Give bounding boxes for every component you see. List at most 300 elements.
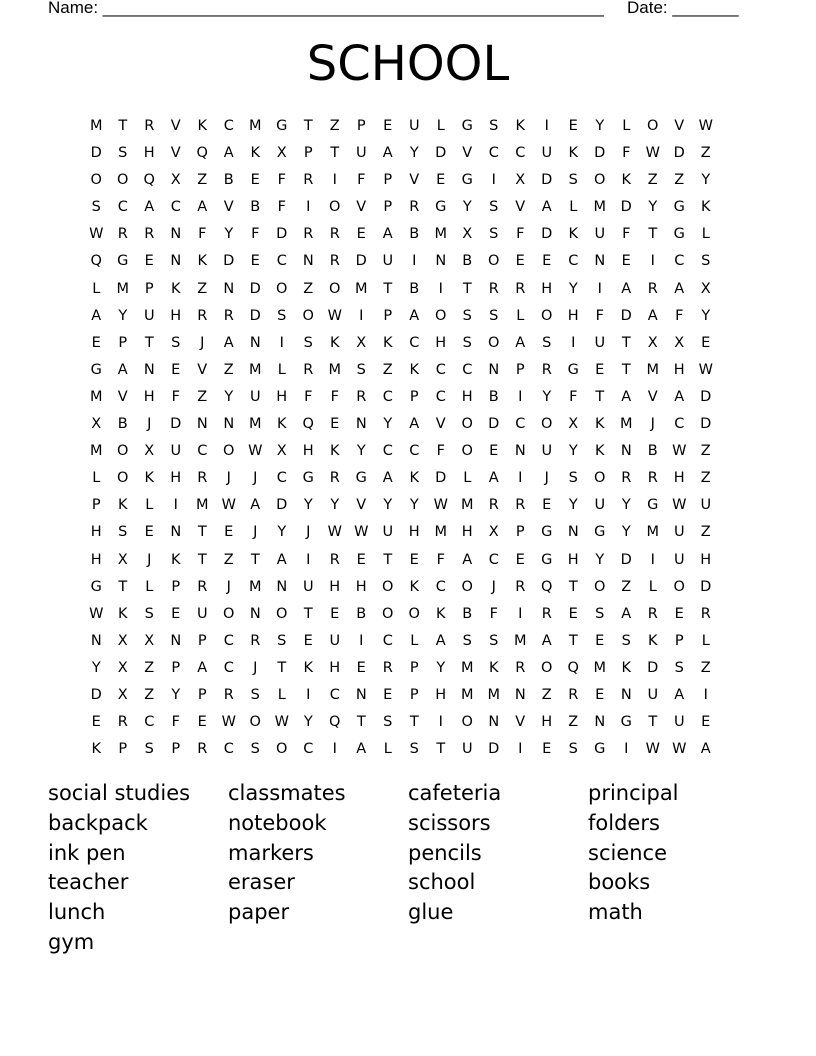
grid-letter: S bbox=[489, 118, 499, 134]
grid-letter: J bbox=[650, 416, 655, 433]
grid-letter: U bbox=[461, 741, 473, 758]
grid-letter: G bbox=[461, 118, 473, 134]
grid-letter: U bbox=[541, 443, 553, 460]
grid-letter: E bbox=[542, 741, 552, 758]
grid-letter: S bbox=[595, 605, 605, 622]
grid-letter: G bbox=[90, 361, 102, 378]
grid-letter: E bbox=[674, 605, 684, 622]
word-bank-item: science bbox=[588, 840, 668, 865]
grid-letter: Y bbox=[568, 497, 578, 514]
grid-letter: L bbox=[410, 632, 419, 649]
grid-letter: N bbox=[488, 361, 500, 378]
grid-letter: S bbox=[303, 334, 313, 351]
grid-letter: T bbox=[621, 334, 631, 351]
grid-letter: H bbox=[170, 307, 182, 324]
grid-letter: K bbox=[409, 361, 419, 378]
grid-letter: M bbox=[460, 686, 474, 703]
grid-letter: D bbox=[276, 226, 288, 243]
grid-letter: L bbox=[648, 578, 657, 595]
grid-letter: P bbox=[409, 388, 419, 405]
grid-letter: E bbox=[542, 253, 552, 270]
grid-letter: Z bbox=[197, 280, 208, 297]
grid-letter: N bbox=[355, 686, 367, 703]
grid-letter: D bbox=[170, 416, 182, 433]
grid-letter: E bbox=[595, 361, 605, 378]
grid-letter: S bbox=[171, 334, 181, 351]
grid-letter: T bbox=[568, 632, 578, 649]
grid-letter: E bbox=[595, 632, 605, 649]
grid-letter: L bbox=[516, 307, 525, 324]
grid-letter: G bbox=[567, 361, 579, 378]
grid-letter: O bbox=[594, 172, 606, 189]
grid-letter: N bbox=[567, 524, 579, 541]
grid-letter: A bbox=[117, 361, 128, 378]
grid-letter: W bbox=[89, 226, 104, 243]
grid-letter: L bbox=[569, 199, 578, 216]
grid-letter: Q bbox=[90, 253, 102, 270]
grid-letter: K bbox=[170, 280, 181, 297]
grid-letter: G bbox=[594, 524, 606, 541]
grid-letter: O bbox=[488, 253, 500, 270]
grid-letter: I bbox=[173, 497, 178, 514]
grid-letter: U bbox=[382, 253, 394, 270]
grid-letter: A bbox=[144, 199, 155, 216]
grid-letter: K bbox=[700, 199, 711, 216]
grid-letter: I bbox=[650, 551, 655, 568]
grid-letter: K bbox=[329, 443, 340, 460]
grid-letter: X bbox=[647, 334, 658, 351]
word-bank-item: scissors bbox=[408, 810, 491, 835]
grid-letter: H bbox=[355, 578, 367, 595]
grid-letter: A bbox=[409, 416, 420, 433]
grid-letter: S bbox=[383, 714, 393, 731]
grid-letter: O bbox=[673, 578, 685, 595]
grid-letter: M bbox=[354, 280, 368, 297]
grid-letter: C bbox=[223, 659, 234, 676]
grid-letter: G bbox=[90, 578, 102, 595]
grid-letter: T bbox=[303, 605, 313, 622]
grid-letter: P bbox=[144, 280, 154, 297]
grid-letter: P bbox=[356, 118, 366, 134]
grid-letter: W bbox=[698, 361, 713, 378]
grid-letter: W bbox=[221, 714, 236, 731]
grid-letter: K bbox=[621, 172, 631, 189]
grid-letter: R bbox=[117, 714, 128, 731]
grid-letter: Y bbox=[621, 524, 631, 541]
grid-letter: Y bbox=[595, 551, 605, 568]
word-bank-item: paper bbox=[228, 900, 290, 925]
grid-letter: R bbox=[700, 605, 711, 622]
grid-letter: N bbox=[594, 714, 606, 731]
grid-letter: D bbox=[620, 199, 632, 216]
grid-letter: K bbox=[197, 253, 207, 270]
grid-letter: K bbox=[276, 416, 287, 433]
grid-letter: E bbox=[383, 686, 393, 703]
grid-letter: H bbox=[329, 578, 341, 595]
word-bank-empty bbox=[588, 928, 768, 958]
grid-letter: W bbox=[672, 497, 687, 514]
grid-letter: M bbox=[460, 659, 474, 676]
grid-letter: J bbox=[147, 551, 152, 568]
grid-letter: O bbox=[408, 605, 420, 622]
grid-letter: O bbox=[461, 443, 473, 460]
grid-letter: R bbox=[647, 470, 658, 487]
grid-letter: F bbox=[277, 199, 286, 216]
grid-letter: P bbox=[171, 659, 181, 676]
grid-letter: M bbox=[89, 443, 103, 460]
grid-letter: S bbox=[144, 741, 154, 758]
grid-letter: U bbox=[196, 605, 208, 622]
grid-letter: M bbox=[487, 686, 500, 703]
grid-letter: E bbox=[595, 686, 605, 703]
grid-letter: S bbox=[568, 172, 578, 189]
grid-letter: E bbox=[250, 253, 260, 270]
grid-letter: N bbox=[276, 578, 288, 595]
grid-letter: F bbox=[675, 307, 684, 324]
grid-letter: R bbox=[647, 605, 658, 622]
grid-letter: W bbox=[354, 524, 369, 541]
grid-letter: K bbox=[329, 334, 340, 351]
grid-letter: R bbox=[382, 659, 393, 676]
grid-letter: B bbox=[117, 416, 128, 433]
grid-letter: Y bbox=[409, 497, 419, 514]
grid-letter: S bbox=[462, 307, 472, 324]
grid-letter: N bbox=[249, 605, 261, 622]
grid-letter: S bbox=[462, 632, 472, 649]
grid-letter: E bbox=[250, 172, 260, 189]
grid-letter: N bbox=[249, 334, 261, 351]
grid-letter: Z bbox=[382, 361, 393, 378]
grid-letter: I bbox=[306, 551, 311, 568]
grid-letter: M bbox=[434, 524, 447, 541]
grid-letter: D bbox=[700, 388, 712, 405]
grid-letter: H bbox=[673, 361, 685, 378]
grid-letter: L bbox=[383, 741, 392, 758]
grid-letter: L bbox=[92, 470, 101, 487]
grid-letter: U bbox=[647, 686, 659, 703]
grid-letter: C bbox=[435, 578, 446, 595]
grid-letter: O bbox=[541, 307, 553, 324]
grid-letter: O bbox=[329, 199, 341, 216]
grid-letter: A bbox=[409, 307, 420, 324]
grid-letter: R bbox=[515, 659, 526, 676]
grid-letter: G bbox=[461, 172, 473, 189]
grid-letter: F bbox=[595, 307, 604, 324]
grid-letter: D bbox=[541, 226, 553, 243]
grid-letter: P bbox=[674, 632, 684, 649]
grid-letter: X bbox=[117, 551, 128, 568]
grid-letter: O bbox=[276, 280, 288, 297]
grid-letter: I bbox=[438, 714, 443, 731]
grid-letter: F bbox=[330, 388, 339, 405]
grid-letter: W bbox=[672, 443, 687, 460]
grid-letter: R bbox=[329, 253, 340, 270]
grid-letter: Y bbox=[409, 145, 419, 162]
grid-letter: N bbox=[196, 416, 208, 433]
grid-letter: I bbox=[279, 334, 284, 351]
grid-letter: R bbox=[515, 280, 526, 297]
grid-letter: Q bbox=[329, 714, 341, 731]
grid-letter: R bbox=[144, 226, 155, 243]
grid-letter: Y bbox=[303, 714, 313, 731]
grid-letter: O bbox=[276, 605, 288, 622]
grid-letter: R bbox=[647, 280, 658, 297]
grid-letter: I bbox=[518, 470, 523, 487]
grid-letter: M bbox=[89, 388, 103, 405]
grid-letter: X bbox=[700, 280, 711, 297]
grid-letter: U bbox=[408, 118, 420, 134]
grid-letter: R bbox=[117, 226, 128, 243]
grid-letter: J bbox=[544, 470, 549, 487]
grid-letter: J bbox=[226, 470, 231, 487]
grid-letter: C bbox=[568, 253, 579, 270]
grid-letter: R bbox=[329, 551, 340, 568]
grid-letter: T bbox=[118, 578, 128, 595]
grid-letter: H bbox=[461, 388, 473, 405]
header-line bbox=[48, 0, 748, 19]
grid-letter: C bbox=[674, 253, 685, 270]
grid-letter: A bbox=[197, 199, 208, 216]
grid-letter: H bbox=[90, 551, 102, 568]
grid-letter: R bbox=[409, 199, 420, 216]
grid-letter: Y bbox=[224, 388, 234, 405]
grid-letter: W bbox=[645, 145, 660, 162]
grid-letter: Q bbox=[302, 416, 314, 433]
grid-letter: A bbox=[382, 226, 393, 243]
grid-letter: I bbox=[597, 280, 602, 297]
grid-letter: A bbox=[223, 334, 234, 351]
grid-letter: G bbox=[594, 741, 606, 758]
grid-letter: N bbox=[355, 416, 367, 433]
grid-letter: D bbox=[90, 686, 102, 703]
grid-letter: M bbox=[593, 199, 606, 216]
grid-letter: H bbox=[700, 551, 712, 568]
grid-letter: Z bbox=[674, 172, 685, 189]
grid-letter: E bbox=[144, 524, 154, 541]
grid-letter: E bbox=[515, 253, 525, 270]
grid-letter: P bbox=[303, 145, 313, 162]
grid-letter: E bbox=[701, 334, 711, 351]
grid-letter: D bbox=[700, 578, 712, 595]
grid-letter: A bbox=[621, 280, 632, 297]
grid-letter: H bbox=[329, 659, 341, 676]
grid-letter: S bbox=[568, 470, 578, 487]
grid-letter: U bbox=[673, 551, 685, 568]
grid-letter: A bbox=[197, 659, 208, 676]
grid-letter: F bbox=[489, 605, 498, 622]
word-bank-item: books bbox=[588, 870, 651, 895]
grid-letter: J bbox=[200, 334, 205, 351]
grid-letter: K bbox=[409, 470, 419, 487]
grid-letter: S bbox=[489, 307, 499, 324]
grid-letter: R bbox=[488, 280, 499, 297]
grid-letter: D bbox=[435, 470, 447, 487]
grid-letter: K bbox=[170, 551, 181, 568]
word-bank-item: folders bbox=[588, 810, 660, 835]
grid-letter: O bbox=[461, 416, 473, 433]
grid-letter: B bbox=[488, 388, 499, 405]
grid-letter: O bbox=[223, 443, 235, 460]
grid-letter: Y bbox=[462, 199, 472, 216]
grid-letter: W bbox=[89, 605, 104, 622]
grid-letter: E bbox=[330, 605, 340, 622]
grid-letter: K bbox=[382, 334, 393, 351]
grid-letter: D bbox=[488, 741, 500, 758]
grid-letter: M bbox=[248, 361, 262, 378]
grid-letter: I bbox=[518, 605, 523, 622]
grid-letter: F bbox=[436, 551, 445, 568]
grid-letter: B bbox=[409, 226, 420, 243]
grid-letter: W bbox=[645, 741, 660, 758]
grid-letter: A bbox=[356, 741, 367, 758]
grid-letter: C bbox=[223, 632, 234, 649]
grid-letter: C bbox=[303, 741, 314, 758]
grid-letter: U bbox=[355, 145, 367, 162]
grid-letter: V bbox=[197, 361, 208, 378]
grid-letter: R bbox=[197, 307, 208, 324]
grid-letter: D bbox=[223, 253, 235, 270]
grid-letter: O bbox=[541, 659, 553, 676]
grid-letter: A bbox=[250, 497, 261, 514]
grid-letter: C bbox=[515, 145, 526, 162]
grid-letter: Z bbox=[621, 578, 632, 595]
grid-letter: N bbox=[620, 443, 632, 460]
grid-letter: O bbox=[90, 172, 102, 189]
word-bank-item: notebook bbox=[228, 810, 327, 835]
grid-letter: L bbox=[463, 470, 472, 487]
grid-letter: Y bbox=[568, 280, 578, 297]
grid-letter: C bbox=[170, 199, 181, 216]
grid-letter: R bbox=[541, 605, 552, 622]
grid-letter: T bbox=[197, 524, 207, 541]
grid-letter: I bbox=[332, 741, 337, 758]
grid-letter: N bbox=[223, 416, 235, 433]
grid-letter: C bbox=[144, 714, 155, 731]
grid-letter: H bbox=[461, 524, 473, 541]
grid-letter: E bbox=[568, 118, 578, 134]
grid-letter: S bbox=[462, 334, 472, 351]
grid-letter: M bbox=[89, 118, 103, 134]
grid-letter: E bbox=[489, 443, 499, 460]
grid-letter: P bbox=[515, 524, 525, 541]
grid-letter: H bbox=[567, 551, 579, 568]
grid-letter: G bbox=[355, 470, 367, 487]
grid-letter: B bbox=[462, 605, 473, 622]
grid-letter: I bbox=[624, 741, 629, 758]
grid-letter: W bbox=[327, 524, 342, 541]
grid-letter: M bbox=[619, 416, 633, 433]
grid-letter: X bbox=[568, 416, 579, 433]
grid-letter: R bbox=[303, 226, 314, 243]
word-bank-item: pencils bbox=[408, 840, 482, 865]
grid-letter: M bbox=[434, 226, 447, 243]
grid-letter: X bbox=[674, 334, 685, 351]
grid-letter: B bbox=[462, 253, 473, 270]
grid-letter: P bbox=[197, 632, 207, 649]
grid-letter: L bbox=[92, 280, 101, 297]
grid-letter: H bbox=[673, 470, 685, 487]
grid-letter: C bbox=[435, 361, 446, 378]
grid-letter: J bbox=[253, 470, 258, 487]
grid-letter: A bbox=[541, 199, 552, 216]
grid-letter: X bbox=[144, 443, 155, 460]
grid-letter: D bbox=[249, 280, 261, 297]
grid-letter: S bbox=[409, 741, 419, 758]
grid-letter: N bbox=[594, 253, 606, 270]
grid-letter: R bbox=[568, 686, 579, 703]
grid-letter: L bbox=[145, 497, 154, 514]
word-bank-item: eraser bbox=[228, 870, 295, 895]
grid-letter: T bbox=[118, 118, 128, 134]
grid-letter: Z bbox=[700, 145, 711, 162]
grid-letter: D bbox=[647, 659, 659, 676]
grid-letter: Y bbox=[277, 524, 287, 541]
grid-letter: T bbox=[648, 226, 658, 243]
grid-letter: P bbox=[515, 361, 525, 378]
grid-letter: E bbox=[224, 524, 234, 541]
grid-letter: N bbox=[170, 632, 182, 649]
grid-letter: S bbox=[250, 686, 260, 703]
grid-letter: V bbox=[462, 145, 473, 162]
grid-letter: D bbox=[700, 416, 712, 433]
grid-letter: X bbox=[276, 145, 287, 162]
grid-letter: S bbox=[277, 307, 287, 324]
grid-letter: P bbox=[383, 199, 393, 216]
name-field-label: Name: _____________________________________________________ bbox=[48, 0, 604, 17]
grid-letter: Z bbox=[700, 524, 711, 541]
date-field-label: Date: _______ bbox=[627, 0, 739, 17]
grid-letter: G bbox=[435, 199, 447, 216]
grid-letter: E bbox=[91, 334, 101, 351]
grid-letter: R bbox=[515, 497, 526, 514]
grid-letter: G bbox=[620, 714, 632, 731]
grid-letter: T bbox=[383, 551, 393, 568]
grid-letter: V bbox=[170, 118, 181, 134]
grid-letter: R bbox=[250, 632, 261, 649]
grid-letter: U bbox=[594, 334, 606, 351]
grid-letter: L bbox=[701, 632, 710, 649]
grid-letter: I bbox=[306, 686, 311, 703]
word-bank-item: lunch bbox=[48, 900, 106, 925]
grid-letter: A bbox=[674, 388, 685, 405]
grid-letter: C bbox=[382, 443, 393, 460]
word-bank-item: classmates bbox=[228, 781, 346, 805]
grid-letter: J bbox=[253, 524, 258, 541]
grid-letter: F bbox=[622, 145, 631, 162]
grid-letter: O bbox=[302, 307, 314, 324]
grid-letter: M bbox=[248, 578, 262, 595]
grid-letter: A bbox=[674, 280, 685, 297]
grid-letter: V bbox=[223, 199, 234, 216]
grid-letter: E bbox=[701, 714, 711, 731]
grid-letter: C bbox=[488, 145, 499, 162]
grid-letter: C bbox=[276, 253, 287, 270]
grid-letter: Y bbox=[383, 416, 393, 433]
grid-letter: C bbox=[674, 416, 685, 433]
grid-letter: F bbox=[622, 226, 631, 243]
grid-letter: O bbox=[276, 741, 288, 758]
grid-letter: L bbox=[277, 361, 286, 378]
grid-letter: V bbox=[515, 714, 526, 731]
grid-letter: D bbox=[276, 497, 288, 514]
grid-letter: R bbox=[197, 470, 208, 487]
grid-letter: T bbox=[595, 388, 605, 405]
grid-letter: O bbox=[223, 605, 235, 622]
grid-letter: I bbox=[359, 307, 364, 324]
grid-letter: K bbox=[117, 605, 128, 622]
grid-letter: K bbox=[250, 145, 260, 162]
grid-letter: Y bbox=[91, 659, 101, 676]
